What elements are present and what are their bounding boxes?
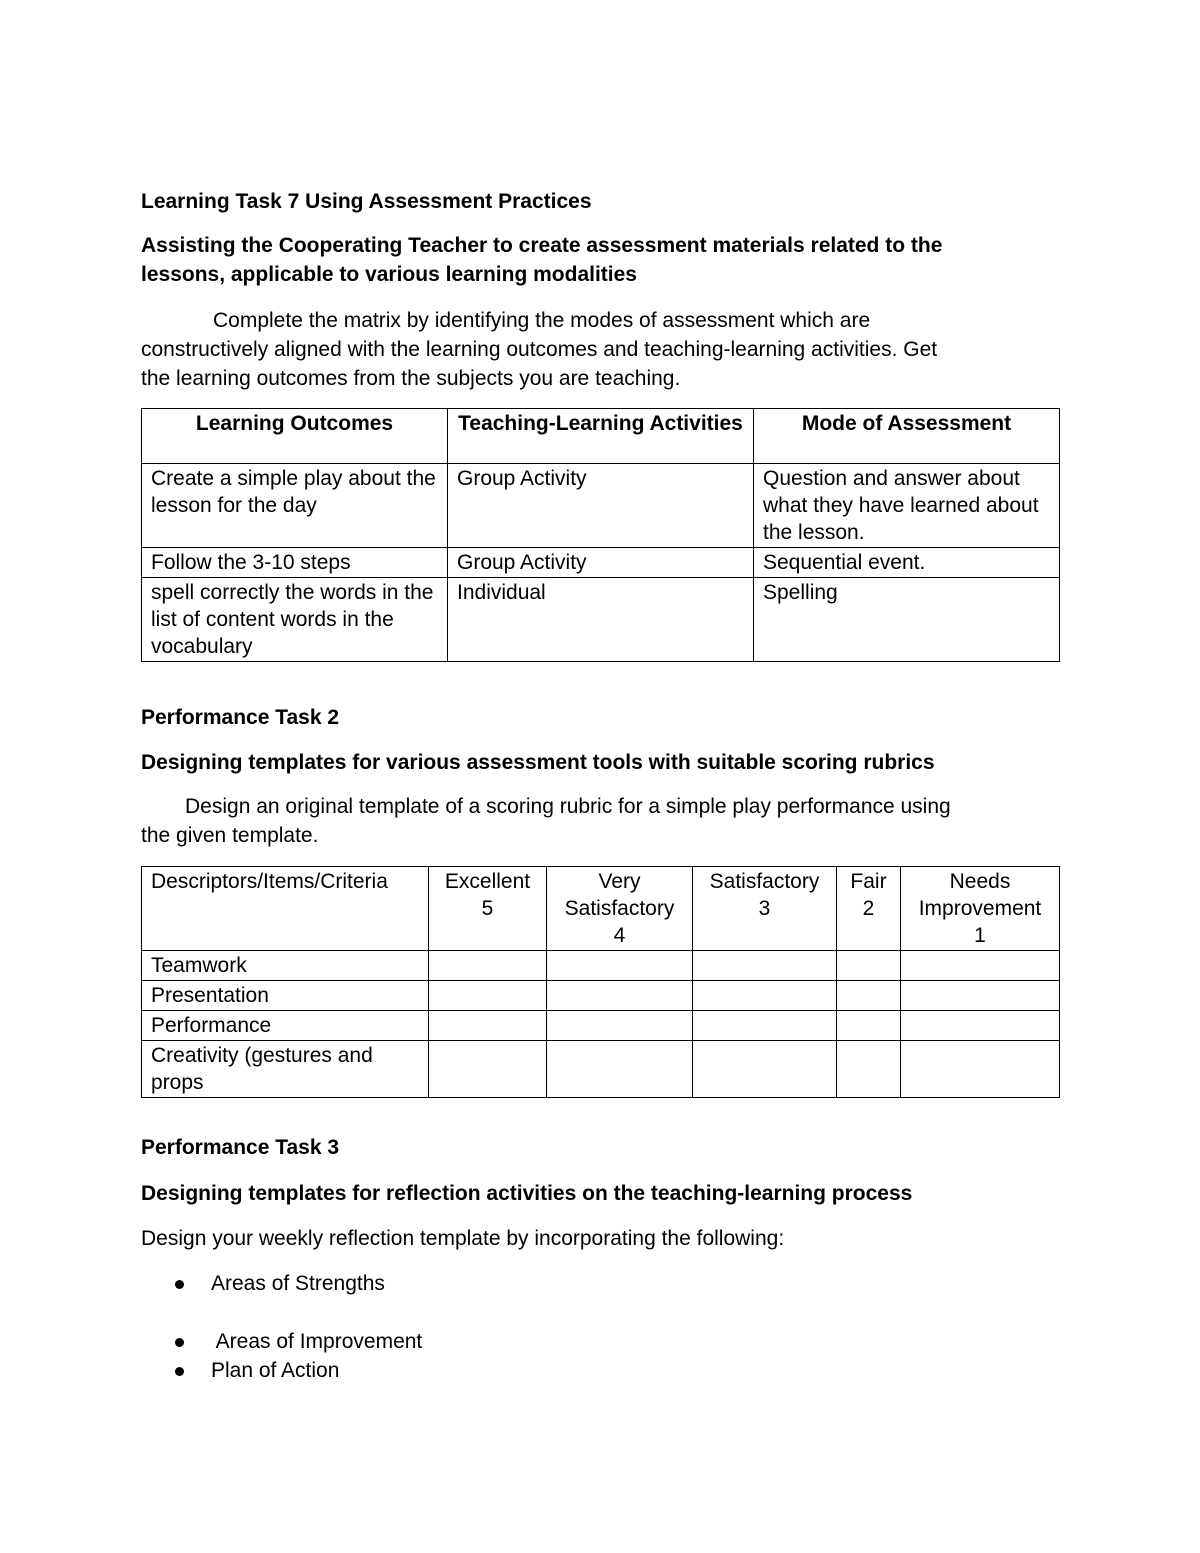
- list-item: Areas of Strengths: [211, 1269, 385, 1298]
- bullet-icon: [175, 1280, 184, 1289]
- rubric-cell[interactable]: [693, 1011, 837, 1041]
- assessment-matrix: [141, 408, 1060, 662]
- rubric-cell[interactable]: [547, 1041, 693, 1098]
- matrix-cell: Individual: [448, 578, 754, 662]
- rubric-header-satisfactory: Satisfactory 3: [693, 867, 837, 951]
- rubric-cell[interactable]: [901, 1041, 1060, 1098]
- rubric-cell[interactable]: [837, 981, 901, 1011]
- reflection-bullet-list-2: [211, 1327, 422, 1385]
- instruction-line2: constructively aligned with the learning outcomes and teaching-learning activities. Get: [141, 338, 938, 361]
- matrix-cell: Create a simple play about the lesson for the day: [142, 464, 448, 548]
- matrix-header-learning-outcomes: Learning Outcomes: [142, 409, 448, 464]
- rubric-cell[interactable]: [837, 1011, 901, 1041]
- learning-task-subtitle-line1: Assisting the Cooperating Teacher to create assessment materials related to the: [141, 234, 943, 257]
- rubric-header-fair: Fair 2: [837, 867, 901, 951]
- rubric-cell[interactable]: [693, 951, 837, 981]
- rubric-criterion: Teamwork: [142, 951, 429, 981]
- instruction-line3: the learning outcomes from the subjects you are teaching.: [141, 367, 681, 390]
- rubric-header-excellent: Excellent 5: [429, 867, 547, 951]
- performance-task-3-subtitle: Designing templates for reflection activities on the teaching-learning process: [141, 1182, 913, 1205]
- rubric-cell[interactable]: [837, 951, 901, 981]
- learning-task-instruction: [141, 306, 1141, 393]
- matrix-cell: Group Activity: [448, 548, 754, 578]
- rubric-cell[interactable]: [547, 1011, 693, 1041]
- rubric-criterion: Performance: [142, 1011, 429, 1041]
- rubric-cell[interactable]: [837, 1041, 901, 1098]
- table-row: [142, 578, 1060, 662]
- table-row: [142, 1041, 1060, 1098]
- matrix-cell: Sequential event.: [754, 548, 1060, 578]
- performance-task-3-instruction: Design your weekly reflection template by incorporating the following:: [141, 1227, 785, 1250]
- instruction-line1: Complete the matrix by identifying the modes of assessment which are: [213, 309, 871, 332]
- rubric-cell[interactable]: [547, 951, 693, 981]
- rubric-cell[interactable]: [901, 951, 1060, 981]
- rubric-cell[interactable]: [901, 1011, 1060, 1041]
- table-row: [142, 464, 1060, 548]
- rubric-cell[interactable]: [547, 981, 693, 1011]
- bullet-icon: [175, 1338, 184, 1347]
- scoring-rubric: [141, 866, 1060, 1098]
- rubric-cell[interactable]: [429, 1011, 547, 1041]
- matrix-header-mode: Mode of Assessment: [754, 409, 1060, 464]
- rubric-cell[interactable]: [693, 981, 837, 1011]
- learning-task-title: Learning Task 7 Using Assessment Practices: [141, 190, 592, 213]
- rubric-header-criteria: Descriptors/Items/Criteria: [142, 867, 429, 951]
- learning-task-subtitle: [141, 231, 1141, 289]
- table-row: [142, 951, 1060, 981]
- rubric-cell[interactable]: [429, 981, 547, 1011]
- learning-task-subtitle-line2: lessons, applicable to various learning modalities: [141, 263, 637, 286]
- matrix-header-row: [142, 409, 1060, 464]
- reflection-bullet-list: [211, 1269, 385, 1298]
- performance-task-2-subtitle: Designing templates for various assessment tools with suitable scoring rubrics: [141, 751, 935, 774]
- list-item: Plan of Action: [211, 1356, 422, 1385]
- matrix-cell: Group Activity: [448, 464, 754, 548]
- matrix-header-activities: Teaching-Learning Activities: [448, 409, 754, 464]
- rubric-header-row: [142, 867, 1060, 951]
- table-row: [142, 548, 1060, 578]
- table-row: [142, 981, 1060, 1011]
- rubric-header-very-satisfactory: Very Satisfactory 4: [547, 867, 693, 951]
- performance-task-2-title: Performance Task 2: [141, 706, 340, 729]
- matrix-cell: spell correctly the words in the list of content words in the vocabulary: [142, 578, 448, 662]
- rubric-cell[interactable]: [429, 951, 547, 981]
- table-row: [142, 1011, 1060, 1041]
- performance-task-3-title: Performance Task 3: [141, 1136, 340, 1159]
- rubric-cell[interactable]: [901, 981, 1060, 1011]
- matrix-cell: Spelling: [754, 578, 1060, 662]
- rubric-header-needs-improvement: Needs Improvement 1: [901, 867, 1060, 951]
- rubric-cell[interactable]: [693, 1041, 837, 1098]
- bullet-icon: [175, 1367, 184, 1376]
- list-item: Areas of Improvement: [211, 1327, 422, 1356]
- matrix-cell: Question and answer about what they have learned about the lesson.: [754, 464, 1060, 548]
- pt2-instruction-line2: the given template.: [141, 824, 319, 847]
- rubric-cell[interactable]: [429, 1041, 547, 1098]
- rubric-criterion: Presentation: [142, 981, 429, 1011]
- matrix-cell: Follow the 3-10 steps: [142, 548, 448, 578]
- performance-task-2-instruction: [141, 792, 1141, 850]
- pt2-instruction-line1: Design an original template of a scoring rubric for a simple play performance using: [185, 795, 951, 818]
- rubric-criterion: Creativity (gestures and props: [142, 1041, 429, 1098]
